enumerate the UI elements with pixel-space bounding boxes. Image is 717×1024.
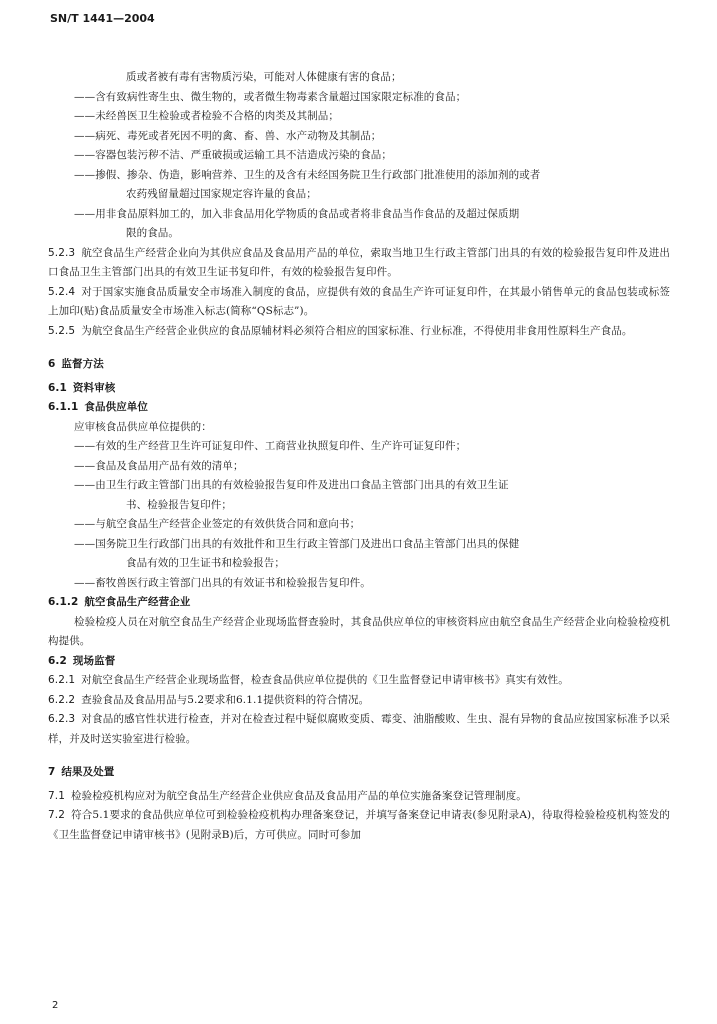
section-heading-6-1-1 [48,398,670,418]
list-item-continuation: 质或者被有毒有害物质污染，可能对人体健康有害的食品； [126,71,402,83]
clause-6-2-3 [48,710,670,749]
clause-number: 7.1 [48,789,65,802]
section-title: 现场监督 [72,654,116,667]
clause-number: 7.2 [48,809,65,821]
list-item: ——由卫生行政主管部门出具的有效检验报告复印件及进出口食品主管部门出具的有效卫生证 [74,479,509,491]
clause-number: 5.2.5 [48,324,76,337]
clause-7-2 [48,806,670,845]
clause-text: 检验检疫机构应对为航空食品生产经营企业供应食品及食品用产品的单位实施备案登记管理制度。 [71,789,527,802]
section-number: 6.2 [48,654,67,667]
list-item-continuation: 食品有效的卫生证书和检验报告； [126,557,285,569]
clause-text: 符合5.1要求的食品供应单位可到检验检疫机构办理备案登记，并填写备案登记申请表(参见附录A)，待取得检验检疫机构签发的《卫生监督登记申请审核书》(见附录B)后，方可供应。同时可参加 [48,809,670,841]
list-item: ——用非食品原料加工的，加入非食品用化学物质的食品或者将非食品当作食品的及超过保质期 [74,207,520,220]
clause-text: 对航空食品生产经营企业现场监督，检查食品供应单位提供的《卫生监督登记申请审核书》真实有效性。 [81,674,569,686]
clause-number: 5.2.3 [48,246,76,259]
clause-text: 为航空食品生产经营企业供应的食品原辅材料必须符合相应的国家标准、行业标准，不得使用非食用性原料生产食品。 [81,324,633,337]
document-body [48,68,670,845]
clause-5-2-4 [48,283,670,322]
clause-5-2-5 [48,322,670,342]
paragraph: 应审核食品供应单位提供的： [74,420,212,433]
section-title: 资料审核 [72,381,116,394]
section-heading-6-1-2 [48,593,670,613]
clause-number: 6.2.3 [48,713,76,725]
list-item: ——病死、毒死或者死因不明的禽、畜、兽、水产动物及其制品； [74,129,382,142]
standard-number-header: SN/T 1441—2004 [50,12,155,25]
clause-number: 6.2.1 [48,674,76,686]
list-item: ——畜牧兽医行政主管部门出具的有效证书和检验报告复印件。 [74,576,371,589]
list-item: ——国务院卫生行政部门出具的有效批件和卫生行政主管部门及进出口食品主管部门出具的保健 [74,537,520,550]
list-item-continuation: 限的食品。 [126,227,179,239]
clause-number: 5.2.4 [48,285,76,298]
clause-text: 对于国家实施食品质量安全市场准入制度的食品，应提供有效的食品生产许可证复印件，在其最小销售单元的食品包装或标签上加印(贴)食品质量安全市场准入标志(简称“QS标志”)。 [48,285,670,317]
list-item: ——与航空食品生产经营企业签定的有效供货合同和意向书； [74,518,361,530]
section-title: 监督方法 [61,358,104,370]
clause-6-2-2 [48,691,670,711]
clause-text: 航空食品生产经营企业向为其供应食品及食品用产品的单位，索取当地卫生行政主管部门出具的有效的检验报告复印件及进出口食品卫生主管部门出具的有效卫生证书复印件，有效的检验报告复印件。 [48,246,670,278]
page-number: 2 [52,1000,59,1011]
list-item-continuation: 书、检验报告复印件； [126,498,232,511]
clause-6-2-1 [48,671,670,691]
clause-7-1 [48,787,670,807]
list-item: ——容器包装污秽不洁、严重破损或运输工具不洁造成污染的食品； [74,149,392,161]
clause-text: 对食品的感官性状进行检查，并对在检查过程中疑似腐败变质、霉变、油脂酸败、生虫、混有异物的食品应按国家标准予以采样，并及时送实验室进行检验。 [48,713,670,745]
list-item: ——有效的生产经营卫生许可证复印件、工商营业执照复印件、生产许可证复印件； [74,440,467,452]
clause-number: 6.2.2 [48,693,76,706]
section-number: 6 [48,358,56,370]
clause-text: 查验食品及食品用品与5.2要求和6.1.1提供资料的符合情况。 [81,693,370,706]
clause-5-2-3 [48,244,670,283]
section-number: 6.1 [48,381,67,394]
section-title: 结果及处置 [61,766,115,778]
list-item-continuation: 农药残留量超过国家规定容许量的食品； [126,188,317,200]
section-title: 食品供应单位 [84,401,149,413]
section-heading-7 [48,763,670,783]
section-heading-6-1 [48,379,670,399]
section-heading-6 [48,355,670,375]
list-item: ——掺假、掺杂、伪造，影响营养、卫生的及含有未经国务院卫生行政部门批准使用的添加剂的或者 [74,168,541,181]
section-heading-6-2 [48,652,670,672]
section-number: 6.1.1 [48,401,79,413]
paragraph: 检验检疫人员在对航空食品生产经营企业现场监督查验时，其食品供应单位的审核资料应由航空食品生产经营企业向检验检疫机构提供。 [48,615,670,647]
list-item: ——食品及食品用产品有效的清单； [74,459,244,472]
section-number: 6.1.2 [48,596,79,608]
section-number: 7 [48,766,56,778]
section-title: 航空食品生产经营企业 [84,596,191,608]
list-item: ——含有致病性寄生虫、微生物的，或者微生物毒素含量超过国家限定标准的食品； [74,90,467,103]
list-item: ——未经兽医卫生检验或者检验不合格的肉类及其制品； [74,110,339,122]
